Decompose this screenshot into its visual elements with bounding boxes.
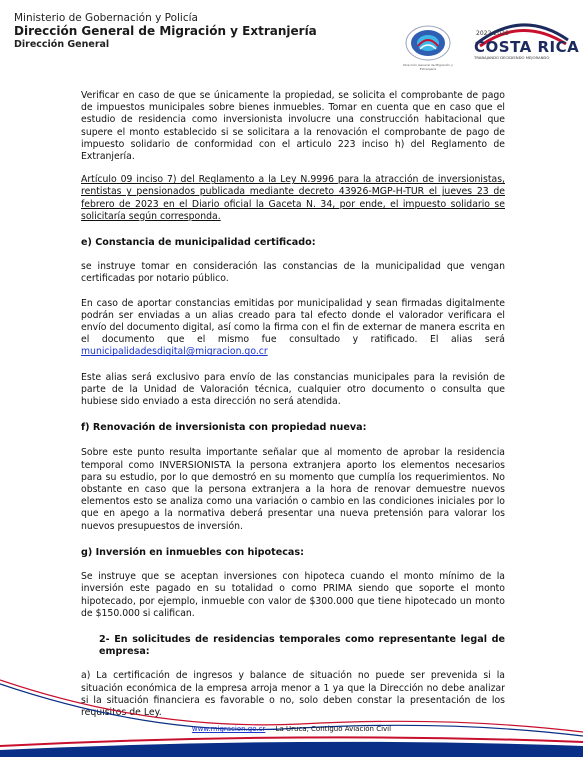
cr-name: COSTA RICA: [474, 38, 580, 56]
heading-g: g) Inversión en inmuebles con hipotecas:: [81, 546, 304, 558]
paragraph-alias-exclusive: Este alias será exclusivo para envío de las constancias municipales para la revisión de parte de la Unidad de Valoración técnica, cualquier otro documento o consulta que hubiese sido enviado a esta dirección no será atendida.: [81, 371, 505, 408]
paragraph-digital-text: En caso de aportar constancias emitidas por municipalidad y sean firmadas digitalmente podrán ser enviadas a un alias creado para tal efecto donde el valorador verificara el envío del documento digital, así como la firma con el fin de externar de manera escrita en el documento que el mismo fue consultado y ratificado. El alias será: [81, 297, 505, 346]
ministry-name: Ministerio de Gobernación y Policía: [14, 12, 198, 24]
paragraph-renovation: Sobre este punto resulta importante señalar que al momento de aprobar la residencia temporal como INVERSIONISTA la persona extranjera aporto los elementos necesarios para su estudio, por lo que demostró en su momento que cumplía los requerimientos. No obstante en caso que la persona extranjera a la hora de renovar demuestre nuevos elementos esto se analiza como una variación o cambio en las condiciones iniciales por lo que en apego a la normativa deberá presentar una nueva pretensión para valorar los nuevos presupuestos de inversión.: [81, 447, 505, 532]
paragraph-mortgage: Se instruye que se aceptan inversiones con hipoteca cuando el monto mínimo de la inversión este pagado en su totalidad o como PRIMA siendo que soporte el monto hipotecado, por ejemplo, inmueble con valor de $300.000 que tiene hipotecado un monto de $150.000 si califican.: [81, 571, 505, 619]
paragraph-article-09: Artículo 09 inciso 7) del Reglamento a la Ley N.9996 para la atracción de inversionistas, rentistas y pensionados publicada mediante decreto 43926-MGP-H-TUR el jueves 23 de febrero de 2023 en el Diario oficial la Gaceta N. 34, por ende, el impuesto solidario se solicitaría según corresponda.: [81, 174, 505, 222]
paragraph-municipality-certified: se instruye tomar en consideración las constancias de la municipalidad que vengan certificadas por notario público.: [81, 261, 505, 285]
direction-name: Dirección General de Migración y Extranjería: [14, 24, 317, 38]
paragraph-certification: a) La certificación de ingresos y balance de situación no puede ser prevenida si la situación económica de la empresa arroja menor a 1 ya que la Dirección no debe analizar si la situación financiera es favorable o no, solo deben constar la presentación de los requisitos de Ley.: [81, 670, 505, 718]
heading-f: f) Renovación de inversionista con propiedad nueva:: [81, 422, 367, 434]
footer-address: La Uruca, Contiguo Aviación Civil: [275, 725, 392, 733]
cr-years: 2022-2026: [476, 30, 509, 37]
footer-wave-decoration: [0, 676, 583, 757]
municipal-email-link[interactable]: municipalidadesdigital@migracion.go.cr: [81, 346, 268, 358]
cr-tagline: TRABAJANDO DECIDIENDO MEJORANDO: [474, 55, 550, 60]
migration-seal-logo: [404, 24, 452, 62]
page-footer: [0, 725, 583, 733]
subdirection-name: Dirección General: [14, 39, 110, 50]
page-header: [0, 0, 583, 72]
paragraph-digital-constancias: [81, 298, 505, 359]
heading-2-representative: 2- En solicitudes de residencias temporales como representante legal de empresa:: [99, 633, 505, 658]
heading-e: e) Constancia de municipalidad certificado:: [81, 237, 316, 249]
footer-url-link[interactable]: www.migracion.go.cr: [191, 725, 266, 733]
document-body: [81, 90, 505, 719]
seal-caption: Dirección General de Migración y Extranjería: [403, 63, 453, 71]
paragraph-property-taxes: Verificar en caso de que se únicamente la propiedad, se solicita el comprobante de pago de impuestos municipales sobre bienes inmuebles. Tomar en cuenta que en caso que el estudio de residencia como inversionista involucre una construcción habitacional que supere el monto establecido si se solicitara a la renovación el comprobante de pago de impuesto solidario de conformidad con el articulo 223 inciso h) del Reglamento de Extranjería.: [81, 90, 505, 163]
